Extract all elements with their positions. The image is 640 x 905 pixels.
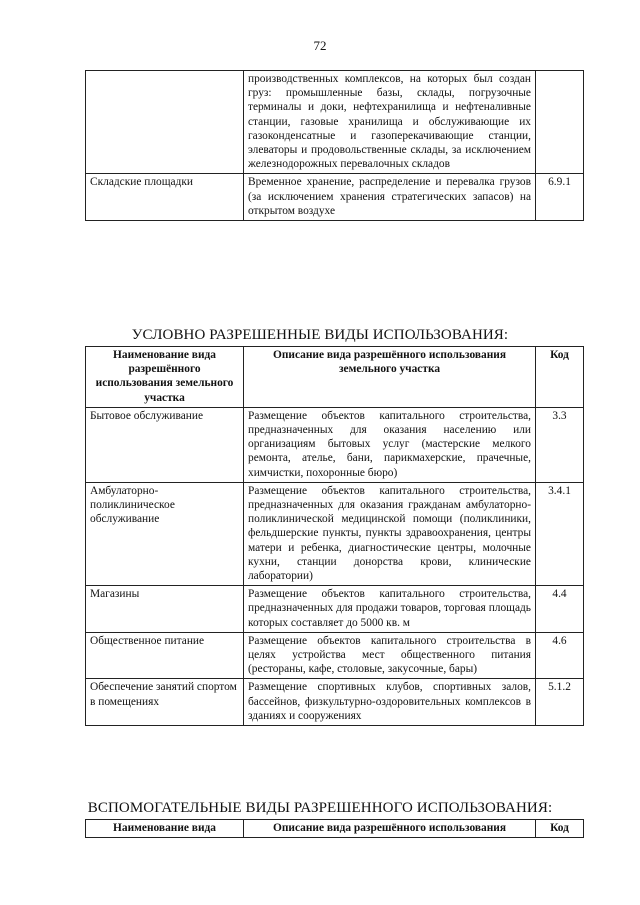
use-description-cell: Размещение объектов капитального строительства в целях устройства мест общественного питания (рестораны, кафе, столовые, закусочные, бары) xyxy=(244,632,536,679)
table-row xyxy=(86,679,584,726)
conditional-uses-table xyxy=(85,346,584,726)
use-name-cell: Бытовое обслуживание xyxy=(86,407,244,482)
table-row xyxy=(86,71,584,174)
use-name-cell: Общественное питание xyxy=(86,632,244,679)
use-code-cell: 5.1.2 xyxy=(536,679,584,726)
table-header-row xyxy=(86,347,584,408)
use-name-cell: Складские площадки xyxy=(86,174,244,221)
use-name-cell: Обеспечение занятий спортом в помещениях xyxy=(86,679,244,726)
use-name-cell: Амбулаторно-поликлиническое обслуживание xyxy=(86,482,244,585)
use-description-cell: производственных комплексов, на которых был создан груз: промышленные базы, склады, погрузочные терминалы и доки, нефтехранилища и нефтеналивные станции, газовые хранилища и обслуживающие их газоконденсатные и газоперекачивающие станции, элеваторы и продовольственные склады, за исключением железнодорожных перевалочных складов xyxy=(244,71,536,174)
code-column-header: Код xyxy=(536,347,584,408)
use-code-cell: 6.9.1 xyxy=(536,174,584,221)
use-code-cell: 4.4 xyxy=(536,586,584,633)
conditional-uses-heading: УСЛОВНО РАЗРЕШЕННЫЕ ВИДЫ ИСПОЛЬЗОВАНИЯ: xyxy=(131,327,509,343)
table-row xyxy=(86,482,584,585)
use-name-cell xyxy=(86,71,244,174)
table-row xyxy=(86,586,584,633)
name-column-header: Наименование вида разрешённого использования земельного участка xyxy=(86,347,244,408)
use-description-cell: Размещение объектов капитального строительства, предназначенных для продажи товаров, торговая площадь которых составляет до 5000 кв. м xyxy=(244,586,536,633)
auxiliary-uses-heading: ВСПОМОГАТЕЛЬНЫЕ ВИДЫ РАЗРЕШЕННОГО ИСПОЛЬЗОВАНИЯ: xyxy=(87,800,553,816)
use-name-cell: Магазины xyxy=(86,586,244,633)
table-header-row xyxy=(86,820,584,838)
table-row xyxy=(86,407,584,482)
description-column-header: Описание вида разрешённого использования xyxy=(244,820,536,838)
description-column-header: Описание вида разрешённого использования земельного участка xyxy=(244,347,536,408)
use-description-cell: Размещение спортивных клубов, спортивных залов, бассейнов, физкультурно-оздоровительных комплексов в зданиях и сооружениях xyxy=(244,679,536,726)
code-column-header: Код xyxy=(536,820,584,838)
name-column-header: Наименование вида xyxy=(86,820,244,838)
use-code-cell: 3.3 xyxy=(536,407,584,482)
use-description-cell: Размещение объектов капитального строительства, предназначенных для оказания населению или организациям бытовых услуг (мастерские мелкого ремонта, ателье, бани, парикмахерские, прачечные, химчистки, похоронные бюро) xyxy=(244,407,536,482)
auxiliary-uses-table xyxy=(85,819,584,838)
main-permitted-uses-table-continued xyxy=(85,70,584,221)
use-code-cell: 4.6 xyxy=(536,632,584,679)
use-description-cell: Размещение объектов капитального строительства, предназначенных для оказания гражданам амбулаторно-поликлинической медицинской помощи (поликлиники, фельдшерские пункты, пункты здравоохранения, центры матери и ребенка, диагностические центры, молочные кухни, станции донорства крови, клинические лаборатории) xyxy=(244,482,536,585)
use-description-cell: Временное хранение, распределение и перевалка грузов (за исключением хранения стратегических запасов) на открытом воздухе xyxy=(244,174,536,221)
page-number: 72 xyxy=(313,38,327,53)
table-row xyxy=(86,174,584,221)
use-code-cell: 3.4.1 xyxy=(536,482,584,585)
table-row xyxy=(86,632,584,679)
use-code-cell xyxy=(536,71,584,174)
